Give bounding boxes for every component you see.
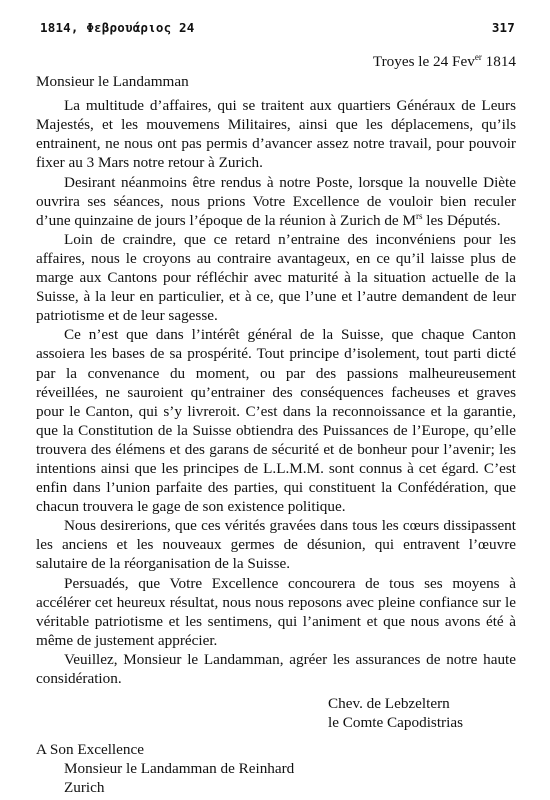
letter-salutation: Monsieur le Landamman [36, 73, 189, 91]
signature-block [328, 694, 516, 732]
paragraph: Veuillez, Monsieur le Landamman, agréer les assurances de notre haute considération. [36, 650, 516, 687]
letter-body [36, 52, 516, 798]
address-line: A Son Excellence [36, 741, 144, 759]
page-number: 317 [491, 20, 515, 35]
paragraph [36, 173, 516, 230]
paragraph: Ce n’est que dans l’intérêt général de la Suisse, que chaque Canton assoiera les bases de sa prospérité. Tout principe d’isolement, tout parti dicté par la convenance du moment, ou par des passions malheureusement réveillées, ne sauroient qu’entrainer des conséquences facheuses et graves pour le Canton, qui s’y livreroit. C’est dans la reconnoissance et la garantie, que la Constitution de la Suisse obtiendra des Puissances de l’Europe, qu’elle trouvera des élémens et des garans de sécurité et de bonheur pour l’avenir; les intentions ainsi que les principes de L.L.M.M. sont connus à cet égard. C’est enfin dans l’union parfaite des parties, qui constituent la Confédération, que chacun trouvera le gage de son existence politique. [36, 326, 516, 516]
paragraph-text: les Députés. [422, 211, 501, 229]
paragraph: La multitude d’affaires, qui se traitent aux quartiers Généraux de Leurs Majestés, et les mouvemens Militaires, ainsi que les déplacemens, qu’ils entrainent, ne nous ont pas permis d’avancer assez notre travail, pour pouvoir fixer au 3 Mars notre retour à Zurich. [36, 97, 516, 172]
place-date-superscript: er [474, 51, 482, 62]
running-header [40, 20, 515, 35]
letter-place-date [36, 52, 516, 71]
paragraph: Loin de craindre, que ce retard n’entraine des inconvéniens pour les affaires, nous le croyons au contraire avantageux, en ce qu’il laisse plus de marge aux Cantons pour réfléchir avec maturité à la situation actuelle de la Suisse, à la leur en particulier, et à ce, que l’une et l’autre demandent de leur patriotisme et de leur sagesse. [36, 230, 516, 325]
signature-line: Chev. de Lebzeltern [328, 695, 450, 713]
header-date: 1814, Φεβρουάριος 24 [40, 20, 195, 35]
address-line: Monsieur le Landamman de Reinhard [64, 760, 295, 778]
address-line: Zurich [64, 779, 105, 797]
recipient-address [36, 740, 516, 797]
paragraph-superscript: rs [415, 210, 423, 221]
paragraph-text: Desirant néanmoins être rendus à notre Poste, lorsque la nouvelle Diète ouvrira ses séances, nous prions Votre Excellence de vouloir bien reculer d’une quinzaine de jours l’époque de la réunion à Zurich de M [36, 173, 516, 229]
paragraph: Nous desirerions, que ces vérités gravées dans tous les cœurs dissipassent les anciens et les nouveaux germes de désunion, qui entravent l’œuvre salutaire de la réorganisation de la Suisse. [36, 517, 516, 573]
place-date-year: 1814 [481, 53, 516, 70]
signature-line: le Comte Capodistrias [328, 714, 463, 732]
place-date-text: Troyes le 24 Fev [372, 53, 475, 70]
paragraph: Persuadés, que Votre Excellence concourera de tous ses moyens à accélérer cet heureux résultat, nous nous reposons avec pleine confiance sur le véritable patriotisme et les sentimens, qui l’animent et que nous avons été à même de justement apprécier. [36, 574, 516, 649]
